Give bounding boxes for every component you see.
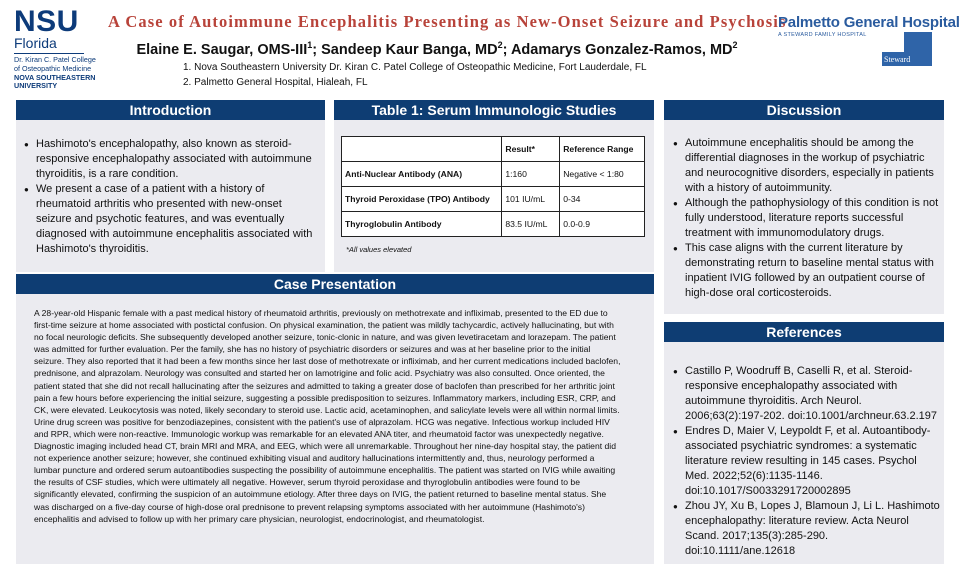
palmetto-logo-name: Palmetto General Hospital [778, 14, 960, 31]
affiliation-item: 2. Palmetto General Hospital, Hialeah, FL [183, 77, 368, 88]
table-header-cell [342, 137, 502, 162]
discussion-list [673, 136, 941, 301]
introduction-heading: Introduction [16, 100, 325, 120]
table-cell-result: 1:160 [502, 162, 560, 187]
steward-badge-label: Steward [884, 55, 911, 64]
table-heading: Table 1: Serum Immunologic Studies [334, 100, 654, 120]
discussion-heading: Discussion [664, 100, 944, 120]
table-cell-test: Thyroid Peroxidase (TPO) Antibody [342, 187, 502, 212]
table-row [342, 212, 645, 237]
introduction-panel [16, 100, 325, 272]
case-presentation-text: A 28-year-old Hispanic female with a past medical history of rheumatoid arthritis, previously on methotrexate and infliximab, presented to the ED due to first-time seizure at home associated with postictal confusion. On physical examination, the patient was mildly tachycardic, actively hallucinating, but with no focal neurologic deficits. She subsequently developed another seizure, tonic-clonic in nature, and was given levetiracetam and lorazepam. The patient was admitted for further evaluation. Per the family, she has no history of psychiatric disorders or seizures and was at her baseline prior to the initial seizure. They also reported that it had been a few months since her last dose of methotrexate or infliximab, and her current medications included baclofen, prednisone, and alprazolam. Neurology was consulted and started her on lamotrigine and folic acid. Psychiatry was also consulted. Once oriented, the patient stated that she did not recall hallucinating after the seizures and admitted to taking a greater dose of baclofen than prescribed for her arthritic joint pain a few hours before experiencing the initial seizure, suggesting a possible predisposition to seizures. Inflammatory markers, including ESR, CRP, and CK, were elevated. Leukocytosis was noted, likely secondary to steroid use. Lactic acid, acetaminophen, and salicylate levels were all within normal limits. Urine drug screen was positive for benzodiazepines, consistent with the patient's use of alprazolam. HCG was negative. Infectious workup included HIV and RPR, which were non-reactive. Immunologic workup was remarkable for an elevated ANA titer, and rheumatoid factor was unexpectedly negative. Diagnostic imaging included head CT, brain MRI and MRA, and EEG, which were all unremarkable. Throughout her nine-day hospital stay, the patient did not experience another seizure; however, she continued exhibiting visual and auditory hallucinations intermittently and, thus, neurology performed a lumbar puncture and ordered serum autoantibodies suspecting the possibility of autoimmune encephalitis. The patient was started on IVIG while awaiting the results of CSF studies, which were ultimately all negative. However, serum thyroid peroxidase and thyroglobulin antibodies were found to be significantly elevated, confirming the suspicion of an autoimmune etiology. After three days on IVIG, the patient returned to baseline mental status. She was discharged on a five-day course of high-dose oral prednisone to prevent relapsing symptoms associated with her autoimmune (Hashimoto's) encephalitis and advised to follow up with her primary care physician, neurologist, endocrinologist, and rheumatologist. [34, 308, 621, 524]
discussion-panel [664, 100, 944, 314]
table-cell-range: 0.0-0.9 [560, 212, 645, 237]
nsu-college-line2: of Osteopathic Medicine [14, 63, 92, 73]
list-item: ● This case aligns with the current literature by demonstrating return to baseline mental status with inpatient IVIG followed by an outpatient course of high-dose oral corticosteroids. [673, 241, 941, 301]
introduction-list [24, 137, 320, 257]
author-affil-sup: 2 [732, 40, 738, 50]
table-header-row [342, 137, 645, 162]
author-affil-sup: 2 [497, 40, 503, 50]
author-affil-sup: 1 [307, 40, 313, 50]
list-item: ● Although the pathophysiology of this condition is not fully understood, literature reports successful treatment with immunomodulatory drugs. [673, 196, 941, 241]
nsu-univ-line1: NOVA SOUTHEASTERN [14, 73, 96, 82]
author-line [108, 40, 766, 58]
author-separator: ; [502, 41, 511, 58]
author-name: Sandeep Kaur Banga, MD [321, 41, 498, 58]
palmetto-logo [778, 14, 960, 64]
table-cell-range: 0-34 [560, 187, 645, 212]
poster-title: A Case of Autoimmune Encephalitis Presenting as New-Onset Seizure and Psychosis [108, 12, 787, 31]
nsu-univ-line2: UNIVERSITY [14, 81, 58, 90]
table-header-cell: Result* [502, 137, 560, 162]
steward-badge-cutout [882, 32, 904, 52]
table-cell-test: Thyroglobulin Antibody [342, 212, 502, 237]
list-item: ● Hashimoto's encephalopathy, also known as steroid-responsive encephalopathy associated with autoimmune thyroiditis, is a rare condition. [24, 137, 320, 182]
serum-studies-table [341, 136, 645, 237]
palmetto-logo-subtitle: A STEWARD FAMILY HOSPITAL [778, 32, 867, 38]
table-cell-range: Negative < 1:80 [560, 162, 645, 187]
table-row [342, 187, 645, 212]
nsu-logo-divider [14, 53, 84, 54]
author-name: Adamarys Gonzalez-Ramos, MD [510, 41, 733, 58]
table-cell-result: 83.5 IU/mL [502, 212, 560, 237]
list-item: ● We present a case of a patient with a history of rheumatoid arthritis who presented with new-onset seizure and psychotic features, and was eventually diagnosed with autoimmune encephalitis associated with Hashimoto's thyroiditis. [24, 182, 320, 257]
affiliations [183, 60, 647, 90]
table-header-cell: Reference Range [560, 137, 645, 162]
reference-item: ● Castillo P, Woodruff B, Caselli R, et al. Steroid-responsive encephalopathy associated with autoimmune thyroiditis. Arch Neurol. 2006;63(2):197-202. doi:10.1001/archneur.63.2.197 [673, 364, 941, 424]
reference-item: ● Endres D, Maier V, Leypoldt F, et al. Autoantibody-associated psychiatric syndromes: a systematic literature review resulting in 145 cases. Psychol Med. 2022;52(6):1135-1146. doi:10.1017/S0033291720002895 [673, 424, 941, 499]
references-panel [664, 322, 944, 564]
reference-item: ● Zhou JY, Xu B, Lopes J, Blamoun J, Li L. Hashimoto encephalopathy: literature review. Acta Neurol Scand. 2017;135(3):285-290. doi:10.1111/ane.12618 [673, 499, 941, 559]
references-heading: References [664, 322, 944, 342]
table-row [342, 162, 645, 187]
list-item: ● Autoimmune encephalitis should be among the differential diagnoses in the workup of psychiatric and neurocognitive disorders, especially in patients with a history of autoimmunity. [673, 136, 941, 196]
nsu-logo-mark: NSU [14, 5, 79, 38]
table-cell-result: 101 IU/mL [502, 187, 560, 212]
nsu-college-line1: Dr. Kiran C. Patel College [14, 55, 96, 64]
references-list [673, 364, 941, 559]
affiliation-item: 1. Nova Southeastern University Dr. Kiran C. Patel College of Osteopathic Medicine, Fort Lauderdale, FL [183, 62, 647, 73]
steward-badge-icon [882, 32, 932, 66]
table-cell-test: Anti-Nuclear Antibody (ANA) [342, 162, 502, 187]
case-presentation-heading: Case Presentation [16, 274, 654, 294]
table-footnote: *All values elevated [346, 245, 412, 254]
nsu-logo [14, 5, 106, 90]
nsu-logo-state: Florida [14, 35, 57, 51]
author-separator: ; [312, 41, 322, 58]
author-name: Elaine E. Saugar, OMS-III [136, 41, 308, 58]
